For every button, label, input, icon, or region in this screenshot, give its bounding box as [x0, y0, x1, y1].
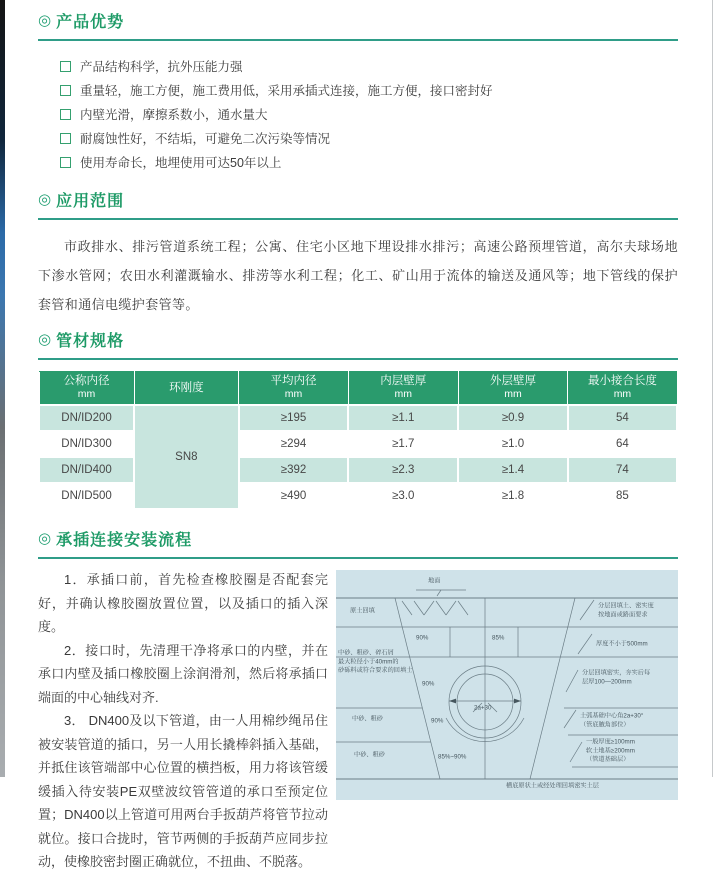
- list-item-text: 内壁光滑，摩擦系数小，通水量大: [80, 108, 268, 122]
- label-sand-mid: 中砂、粗砂: [352, 715, 383, 723]
- label-percent-band2: 90%: [422, 680, 435, 688]
- step-paragraph: 1．承插口前，首先检查橡胶圈是否配套完好，并确认橡胶圈放置位置，以及插口的插入深度。: [38, 572, 328, 634]
- list-item-text: 使用寿命长，地埋使用可达50年以上: [80, 156, 282, 170]
- label-backfill-top: 原土回填: [350, 607, 375, 615]
- installation-content: [38, 568, 678, 874]
- cell-avg-diameter: ≥195: [239, 405, 349, 431]
- section-title-specs: 管材规格: [56, 332, 125, 350]
- section-advantages-header: [38, 8, 678, 32]
- label-percent-band1-left: 90%: [416, 634, 429, 642]
- label-percent-band3: 90%: [431, 717, 444, 725]
- label-ground: 地面: [428, 577, 441, 585]
- table-row: [39, 405, 677, 431]
- section-specs-header: [38, 327, 678, 351]
- cell-dn: DN/ID400: [39, 457, 134, 483]
- page-right-border: [712, 0, 713, 777]
- installation-steps: [38, 568, 336, 874]
- advantages-list: [60, 54, 678, 174]
- cell-outer-wall: ≥1.0: [458, 431, 568, 457]
- cell-outer-wall: ≥1.8: [458, 483, 568, 509]
- cell-avg-diameter: ≥392: [239, 457, 349, 483]
- cell-dn: DN/ID500: [39, 483, 134, 509]
- column-header: 公称内径 mm: [39, 372, 134, 406]
- cell-inner-wall: ≥1.1: [348, 405, 458, 431]
- cell-outer-wall: ≥0.9: [458, 405, 568, 431]
- list-item-text: 重量轻，施工方便，施工费用低，采用承插式连接，施工方便，接口密封好: [80, 84, 493, 98]
- list-item-text: 耐腐蚀性好，不结垢，可避免二次污染等情况: [80, 132, 331, 146]
- section-bullet-icon: ◎: [38, 11, 52, 29]
- section-bullet-icon: ◎: [38, 529, 52, 547]
- cell-dn: DN/ID300: [39, 431, 134, 457]
- label-percent-band4: 85%~90%: [438, 753, 467, 761]
- table-header-row: [39, 372, 677, 406]
- checkbox-icon: [60, 109, 71, 120]
- cell-avg-diameter: ≥490: [239, 483, 349, 509]
- column-header: 内层壁厚 mm: [348, 372, 458, 406]
- section-application-header: [38, 187, 678, 211]
- label-pipe-dimension: 2a+30: [474, 704, 492, 712]
- label-right-layered-compaction: 分层回填密实，夯实后每 层厚100—200mm: [582, 669, 651, 686]
- checkbox-icon: [60, 157, 71, 168]
- step-paragraph: 2．接口时，先清理干净将承口的内壁，并在承口内壁及插口橡胶圈上涂润滑剂，然后将承插口端面的中心轴线对齐.: [38, 642, 328, 705]
- cell-outer-wall: ≥1.4: [458, 457, 568, 483]
- list-item: [60, 150, 678, 174]
- step-paragraph: 3． DN400及以下管道，由一人用棉纱绳吊住被安装管道的插口，另一人用长撬棒斜插入基础，并抵住该管端部中心位置的横挡板，用力将该管缓缓插入待安装PE双壁波纹管管道的承口至预定位置；DN400以上管道可用两台手扳葫芦将管节拉动就位。接口合拢时，管节两侧的手扳葫芦应同步拉动，使橡胶密封圈正确就位，不扭曲、不脱落。: [38, 713, 328, 869]
- cell-min-joint-length: 74: [568, 457, 677, 483]
- list-item: [60, 126, 678, 150]
- section-title-installation: 承插连接安装流程: [56, 531, 193, 549]
- label-right-bedding-angle: 土弧基础中心角2a+30° （管底腋角部位）: [580, 712, 644, 729]
- checkbox-icon: [60, 85, 71, 96]
- section-bullet-icon: ◎: [38, 190, 52, 208]
- list-item-text: 产品结构科学，抗外压能力强: [80, 60, 243, 74]
- checkbox-icon: [60, 133, 71, 144]
- column-header: 外层壁厚 mm: [458, 372, 568, 406]
- cell-avg-diameter: ≥294: [239, 431, 349, 457]
- section-bullet-icon: ◎: [38, 330, 52, 348]
- column-header: 最小接合长度 mm: [568, 372, 677, 406]
- cell-inner-wall: ≥3.0: [348, 483, 458, 509]
- cell-inner-wall: ≥1.7: [348, 431, 458, 457]
- label-sand-low: 中砂、粗砂: [354, 751, 385, 759]
- cell-dn: DN/ID200: [39, 405, 134, 431]
- cell-min-joint-length: 85: [568, 483, 677, 509]
- section-divider: [38, 557, 678, 559]
- section-divider: [38, 39, 678, 41]
- column-header: 环刚度: [134, 372, 239, 406]
- label-right-backfill: 分层回填土、密实度 按地面或路面要求: [598, 602, 654, 619]
- section-installation-header: [38, 526, 678, 550]
- label-trench-bottom: 槽底原状土或经处理回填密实土层: [506, 782, 599, 790]
- application-paragraph: 市政排水、排污管道系统工程；公寓、住宅小区地下埋设排水排污；高速公路预埋管道，高尔夫球场地下渗水管网；农田水利灌溉输水、排涝等水利工程；化工、矿山用于流体的输送及通风等；地下管线的保护套管和通信电缆护套管等。: [38, 239, 678, 312]
- section-divider: [38, 218, 678, 220]
- checkbox-icon: [60, 61, 71, 72]
- cell-inner-wall: ≥2.3: [348, 457, 458, 483]
- label-percent-band1-right: 85%: [492, 634, 505, 642]
- cell-min-joint-length: 54: [568, 405, 677, 431]
- list-item: [60, 78, 678, 102]
- section-title-application: 应用范围: [56, 192, 125, 210]
- label-right-thickness: 厚度不小于500mm: [596, 640, 648, 648]
- list-item: [60, 54, 678, 78]
- cell-ring-stiffness: SN8: [134, 405, 239, 509]
- cell-min-joint-length: 64: [568, 431, 677, 457]
- column-header: 平均内径 mm: [239, 372, 349, 406]
- list-item: [60, 102, 678, 126]
- section-divider: [38, 358, 678, 360]
- label-right-foundation: 一般厚度≥100mm 软土地基≥200mm （管道基础层）: [586, 738, 635, 763]
- document-page: [5, 0, 711, 869]
- label-sand-spec: 中砂、粗砂、碎石屑 最大粒径小于40mm的 砂砾料或符合要求的回填土: [338, 649, 413, 674]
- trench-cross-section-diagram: [336, 570, 678, 800]
- section-title-advantages: 产品优势: [56, 13, 125, 31]
- spec-table: [38, 371, 678, 510]
